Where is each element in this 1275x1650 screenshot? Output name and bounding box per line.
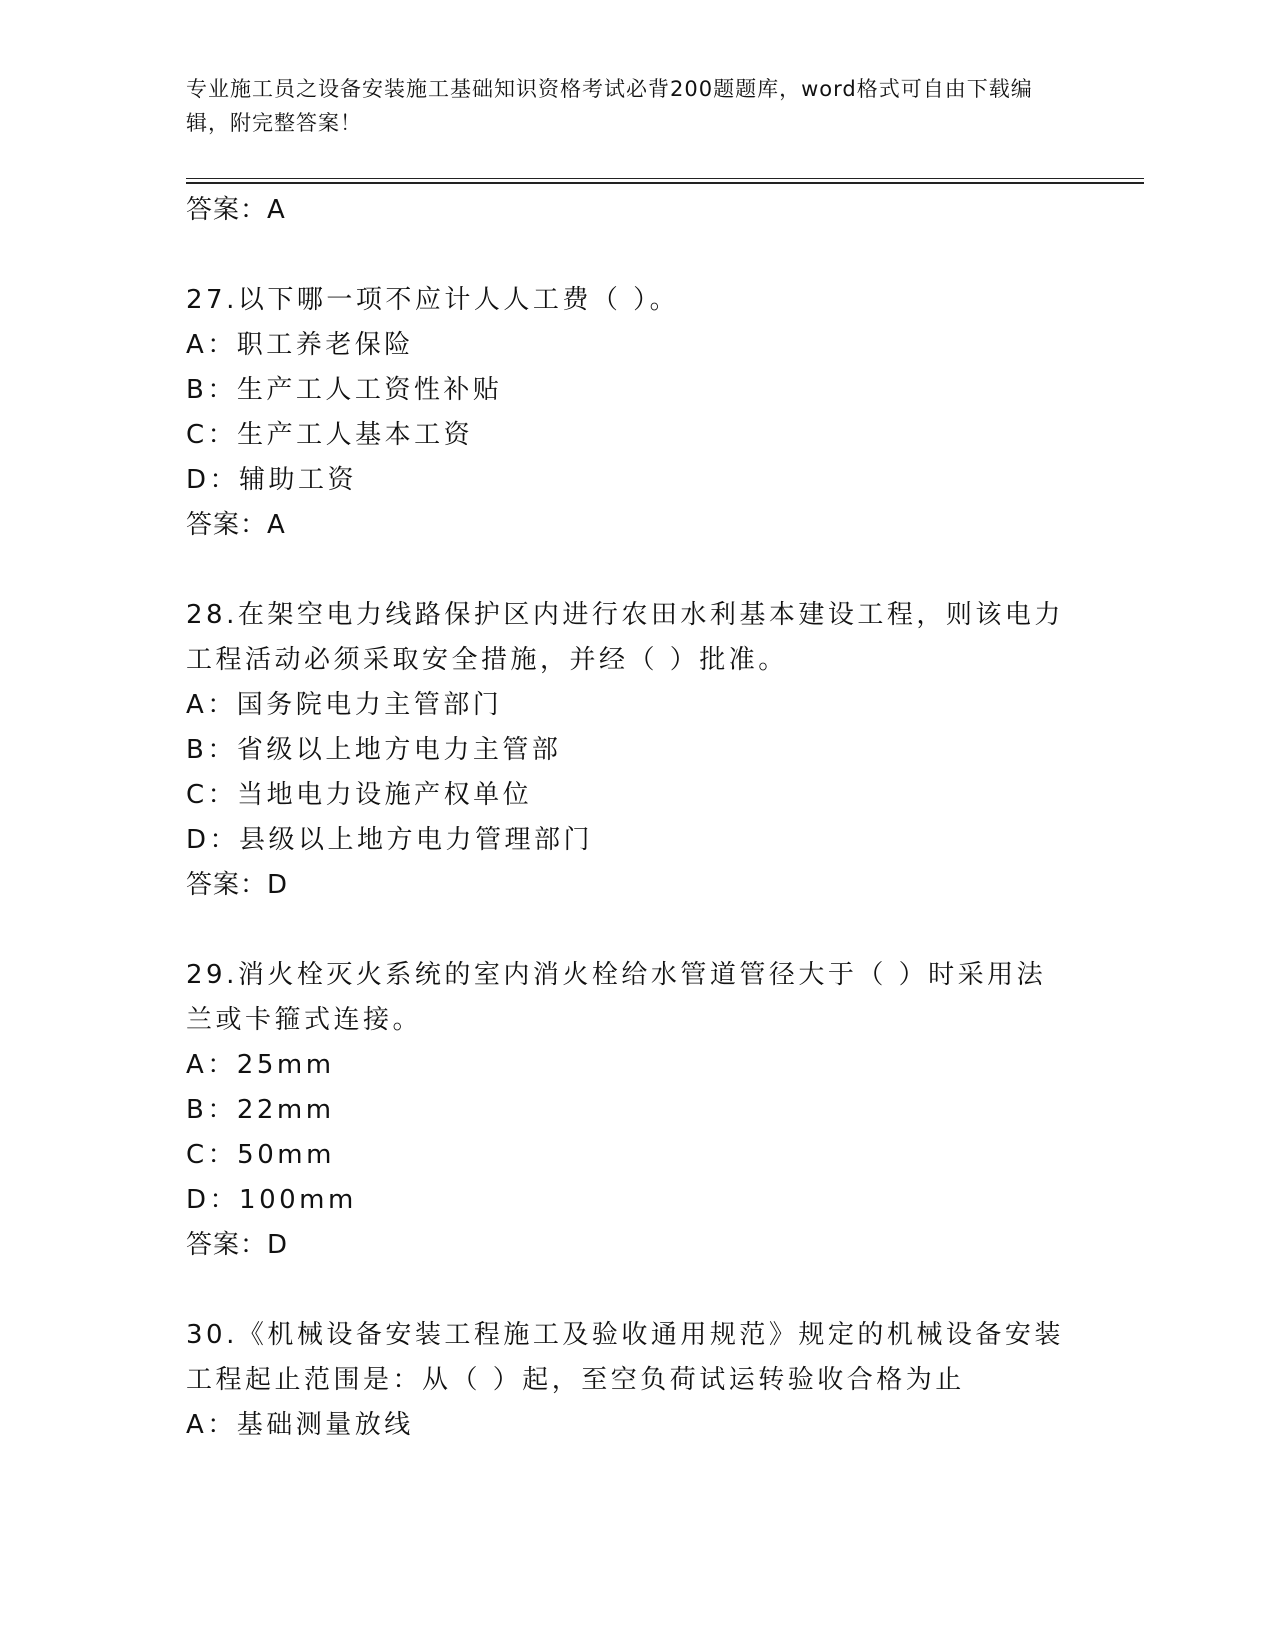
- question-27: [186, 278, 1086, 548]
- option-b: B：生产工人工资性补贴: [186, 375, 503, 405]
- answer-line: 答案：D: [186, 870, 289, 900]
- option-a: A：25mm: [186, 1050, 335, 1080]
- option-c: C：50mm: [186, 1140, 335, 1170]
- question-stem: 30.《机械设备安装工程施工及验收通用规范》规定的机械设备安装工程起止范围是：从（ ）起，至空负荷试运转验收合格为止: [186, 1320, 1064, 1395]
- question-stem: 28.在架空电力线路保护区内进行农田水利基本建设工程，则该电力工程活动必须采取安全措施，并经（ ）批准。: [186, 600, 1064, 675]
- question-28: [186, 593, 1086, 908]
- question-stem: 27.以下哪一项不应计人人工费（ ）。: [186, 285, 680, 315]
- question-30: [186, 1313, 1086, 1448]
- header-divider-thin: [186, 178, 1144, 179]
- answer-line: 答案：A: [186, 510, 286, 540]
- option-a: A：职工养老保险: [186, 330, 414, 360]
- question-29: [186, 953, 1086, 1268]
- answer-line: 答案：A: [186, 195, 286, 225]
- option-b: B：22mm: [186, 1095, 335, 1125]
- option-a: A：国务院电力主管部门: [186, 690, 503, 720]
- option-d: D：县级以上地方电力管理部门: [186, 825, 594, 855]
- option-d: D：100mm: [186, 1185, 357, 1215]
- document-title: 专业施工员之设备安装施工基础知识资格考试必背200题题库，word格式可自由下载编辑，附完整答案！: [186, 77, 1033, 135]
- option-b: B：省级以上地方电力主管部: [186, 735, 562, 765]
- header-divider-thick: [186, 182, 1144, 184]
- option-c: C：当地电力设施产权单位: [186, 780, 533, 810]
- option-d: D：辅助工资: [186, 465, 358, 495]
- document-header: [186, 72, 1066, 140]
- option-c: C：生产工人基本工资: [186, 420, 474, 450]
- question-list: [186, 188, 1086, 1448]
- question-stem: 29.消火栓灭火系统的室内消火栓给水管道管径大于（ ）时采用法兰或卡箍式连接。: [186, 960, 1047, 1035]
- option-a: A：基础测量放线: [186, 1410, 414, 1440]
- answer-line: 答案：D: [186, 1230, 289, 1260]
